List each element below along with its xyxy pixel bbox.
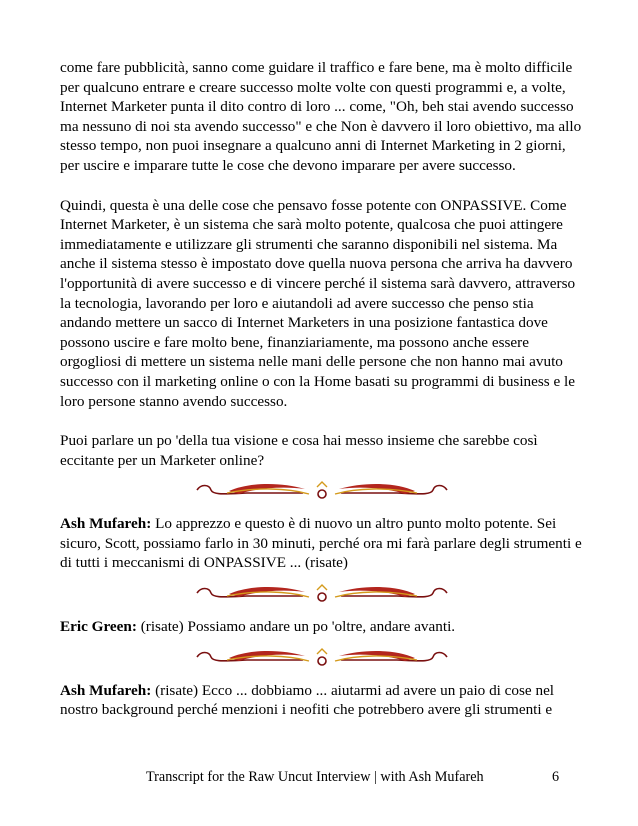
page-number: 6: [552, 769, 560, 785]
speaker-text: (risate) Ecco ... dobbiamo ... aiutarmi ad avere un paio di cose nel nostro background perché menzioni i neofiti che potrebbero avere gli strumenti e: [60, 681, 555, 719]
paragraph: come fare pubblicità, sanno come guidare il traffico e fare bene, ma è molto difficile per qualcuno entrare e creare successo molte volte con questi programmi e, a volte, Internet Marketer punta il dito contro di loro ... come, "Oh, beh stai avendo successo ma nessuno di noi sta avendo successo" e che Non è davvero il loro obiettivo, ma allo stesso tempo, non puoi insegnare a qualcuno anni di Internet Marketing in 2 giorni, per uscire e imparare tutte le cose che devono imparare per avere successo.: [60, 59, 582, 174]
ornamental-divider: [60, 581, 584, 605]
paragraph: Quindi, questa è una delle cose che pensavo fosse potente con ONPASSIVE. Come Internet Marketer, è un sistema che sarà molto potente, qualcosa che puoi attingere immediatamente e utilizzare gli strumenti che saranno disponibili nel sistema. Ma anche il sistema stesso è impostato dove quella nuova persona che arriva ha davvero l'opportunità di avere successo e di vincere perché il sistema sarà davvero, attraverso la tecnologia, lavorando per loro e aiutandoli ad avere successo che penso stia andando mettere un sacco di Internet Marketers in una posizione fantastica dove possono uscire e fare molto bene, finanziariamente, ma possono anche essere orgogliosi di mettere un sistema nelle mani delle persone che non hanno mai avuto successo con il marketing online o con la Home basati su programmi di business e le loro persone stanno avendo successo.: [60, 196, 576, 410]
footer-title: Transcript for the Raw Uncut Interview | with Ash Mufareh: [146, 769, 484, 785]
ornamental-divider: [60, 645, 584, 669]
speaker-name: Ash Mufareh:: [60, 515, 152, 533]
speaker-text: (risate) Possiamo andare un po 'oltre, andare avanti.: [136, 618, 456, 636]
page-body: [60, 58, 584, 720]
ornamental-divider: [60, 478, 584, 502]
speaker-name: Eric Green:: [60, 618, 137, 636]
transcript-exchange: [60, 617, 584, 637]
transcript-exchange: [60, 514, 584, 573]
transcript-exchange: [60, 681, 584, 720]
question-paragraph: Puoi parlare un po 'della tua visione e cosa hai messo insieme che sarebbe così eccitante per un Marketer online?: [60, 432, 538, 469]
speaker-text: Lo apprezzo e questo è di nuovo un altro punto molto potente. Sei sicuro, Scott, possiamo farlo in 30 minuti, perché ora mi farà parlare degli strumenti e di tutti i meccanismi di ONPASSIVE ... (risate): [60, 515, 582, 572]
speaker-name: Ash Mufareh:: [60, 681, 152, 699]
